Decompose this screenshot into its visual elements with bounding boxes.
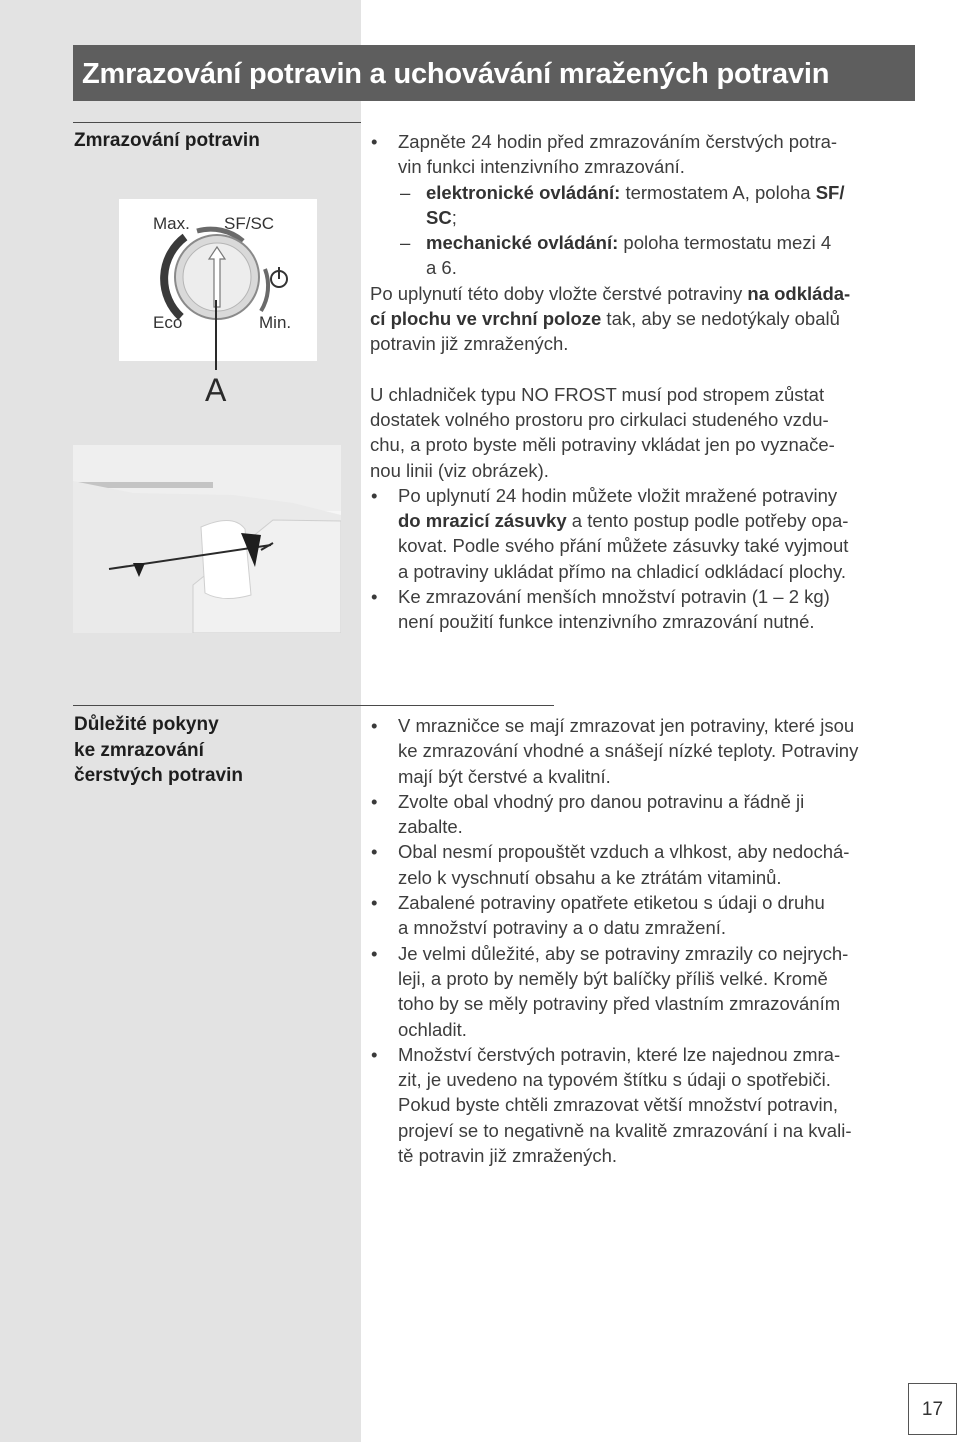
paragraph-line <box>370 281 915 306</box>
text-line: Ke zmrazování menších množství potravin (1 – 2 kg) <box>398 586 830 608</box>
shelf-illustration <box>73 445 341 633</box>
list-item-cont: ochladit. <box>398 1018 467 1040</box>
text: a 6. <box>426 257 457 279</box>
list-item-cont <box>370 508 915 533</box>
dash-symbol: – <box>400 232 411 254</box>
text-line: Zvolte obal vhodný pro danou potravinu a řádně ji <box>398 790 805 812</box>
page-title: Zmrazování potravin a uchovávání mražených potravin <box>73 45 915 101</box>
list-item <box>370 713 915 738</box>
text-line: Po uplynutí 24 hodin můžete vložit mražené potraviny <box>398 484 838 506</box>
list-item <box>370 129 915 154</box>
text-line: a potraviny ukládat přímo na chladicí odkládací plochy. <box>398 560 847 582</box>
text-line: V mrazničce se mají zmrazovat jen potraviny, které jsou <box>398 715 855 736</box>
paragraph-line: dostatek volného prostoru pro cirkulaci studeného vzdu- <box>370 408 829 430</box>
dash-item-cont <box>370 255 915 280</box>
list-item-cont: tě potravin již zmražených. <box>398 1145 618 1167</box>
dash-item <box>370 180 915 205</box>
text-line: Zabalené potraviny opatřete etiketou s údaji o druhu <box>398 892 825 914</box>
section1-body <box>370 129 915 635</box>
list-item <box>370 584 915 609</box>
list-item <box>370 890 915 915</box>
bold-text: SF/ <box>815 181 845 203</box>
bullet-symbol: • <box>371 892 378 914</box>
paragraph-line: chu, a proto byste měli potraviny vkládat jen po vyznače- <box>370 434 835 456</box>
list-item-cont <box>370 609 915 634</box>
dial-label-sfsc: SF/SC <box>224 214 275 233</box>
section2-body <box>370 713 915 1168</box>
section-rule-left <box>73 705 361 706</box>
dash-symbol: – <box>400 181 411 203</box>
marker-a-label: A <box>205 372 227 408</box>
dial-label-max: Max. <box>153 214 190 233</box>
paragraph-line: nou linii (viz obrázek). <box>370 459 549 481</box>
list-item-cont: projeví se to negativně na kvalitě zmrazování i na kvali- <box>398 1119 852 1141</box>
list-item-cont: zelo k vyschnutí obsahu a ke ztrátám vitaminů. <box>398 866 782 888</box>
list-item <box>370 941 915 966</box>
marker-a-line <box>215 300 217 370</box>
text: poloha termostatu mezi 4 <box>618 232 832 254</box>
list-item-cont: toho by se měly potraviny před vlastním zmrazováním <box>398 993 841 1015</box>
list-item <box>370 839 915 864</box>
text-line: kovat. Podle svého přání můžete zásuvky také vyjmout <box>398 535 849 557</box>
bullet-symbol: • <box>371 715 378 736</box>
paragraph-line: potravin již zmražených. <box>370 333 569 355</box>
list-item-cont: Pokud byste chtěli zmrazovat větší množství potravin, <box>398 1094 839 1116</box>
dial-label-eco: Eco <box>153 313 183 332</box>
list-item-cont: a množství potraviny a o datu zmražení. <box>398 917 727 939</box>
bold-text: SC <box>426 206 452 228</box>
page-number: 17 <box>908 1383 957 1435</box>
bold-text: elektronické ovládání: <box>426 181 621 203</box>
list-item-cont: zit, je uvedeno na typovém štítku s údaji o spotřebiči. <box>398 1069 831 1091</box>
paragraph-line <box>370 306 915 331</box>
bullet-symbol: • <box>371 841 378 863</box>
list-item-cont: ke zmrazování vhodné a snášejí nízké teploty. Potraviny <box>398 740 859 762</box>
text: a tento postup podle potřeby opa- <box>566 510 849 532</box>
text-line: Zapněte 24 hodin před zmrazováním čerstvých potra- <box>398 131 838 152</box>
section-heading-freezing: Zmrazování potravin <box>74 130 260 151</box>
text-line: vin funkci intenzivního zmrazování. <box>398 156 685 178</box>
heading-line: čerstvých potravin <box>74 765 243 786</box>
bullet-symbol: • <box>371 484 378 506</box>
bold-text: na odkláda- <box>747 282 851 304</box>
list-item <box>370 1042 915 1067</box>
bullet-symbol: • <box>371 586 378 608</box>
bullet-symbol: • <box>371 131 378 152</box>
dash-item-cont <box>370 205 915 230</box>
list-item-cont: mají být čerstvé a kvalitní. <box>398 765 611 787</box>
dial-label-min: Min. <box>259 313 292 332</box>
heading-line: Důležité pokyny <box>74 714 219 735</box>
thermostat-dial-illustration <box>119 199 317 361</box>
bold-text: do mrazicí zásuvky <box>398 510 567 532</box>
shelf-support <box>201 520 251 598</box>
section-heading-important <box>74 712 243 789</box>
list-item-cont <box>370 154 915 179</box>
bold-text: mechanické ovládání: <box>426 232 619 254</box>
heading-line: ke zmrazování <box>74 739 204 761</box>
text-line: Je velmi důležité, aby se potraviny zmrazily co nejrych- <box>398 942 849 964</box>
bullet-symbol: • <box>371 942 378 964</box>
list-item <box>370 789 915 814</box>
bullet-symbol: • <box>371 1043 378 1065</box>
text: Po uplynutí této doby vložte čerstvé potraviny <box>370 282 748 304</box>
text: ; <box>451 206 457 228</box>
bold-text: cí plochu ve vrchní poloze <box>370 308 602 330</box>
text-line: není použití funkce intenzivního zmrazování nutné. <box>398 611 815 633</box>
dial-right-arc <box>261 269 268 311</box>
paragraph-line: U chladniček typu NO FROST musí pod stropem zůstat <box>370 383 825 405</box>
text-line: Množství čerstvých potravin, které lze najednou zmra- <box>398 1043 841 1065</box>
section-rule-left <box>73 122 361 123</box>
text-line: Obal nesmí propouštět vzduch a vlhkost, aby nedochá- <box>398 841 850 863</box>
list-item-cont: leji, a proto by neměly být balíčky příliš velké. Kromě <box>398 967 828 989</box>
list-item <box>370 483 915 508</box>
dash-item <box>370 230 915 255</box>
text: tak, aby se nedotýkaly obalů <box>601 308 840 330</box>
bullet-symbol: • <box>371 790 378 812</box>
list-item-cont: zabalte. <box>398 816 463 838</box>
section-rule-right <box>361 705 554 706</box>
text: termostatem A, poloha <box>620 181 816 203</box>
list-item-cont <box>370 533 915 558</box>
paragraph-gap <box>370 357 915 382</box>
list-item-cont <box>370 559 915 584</box>
